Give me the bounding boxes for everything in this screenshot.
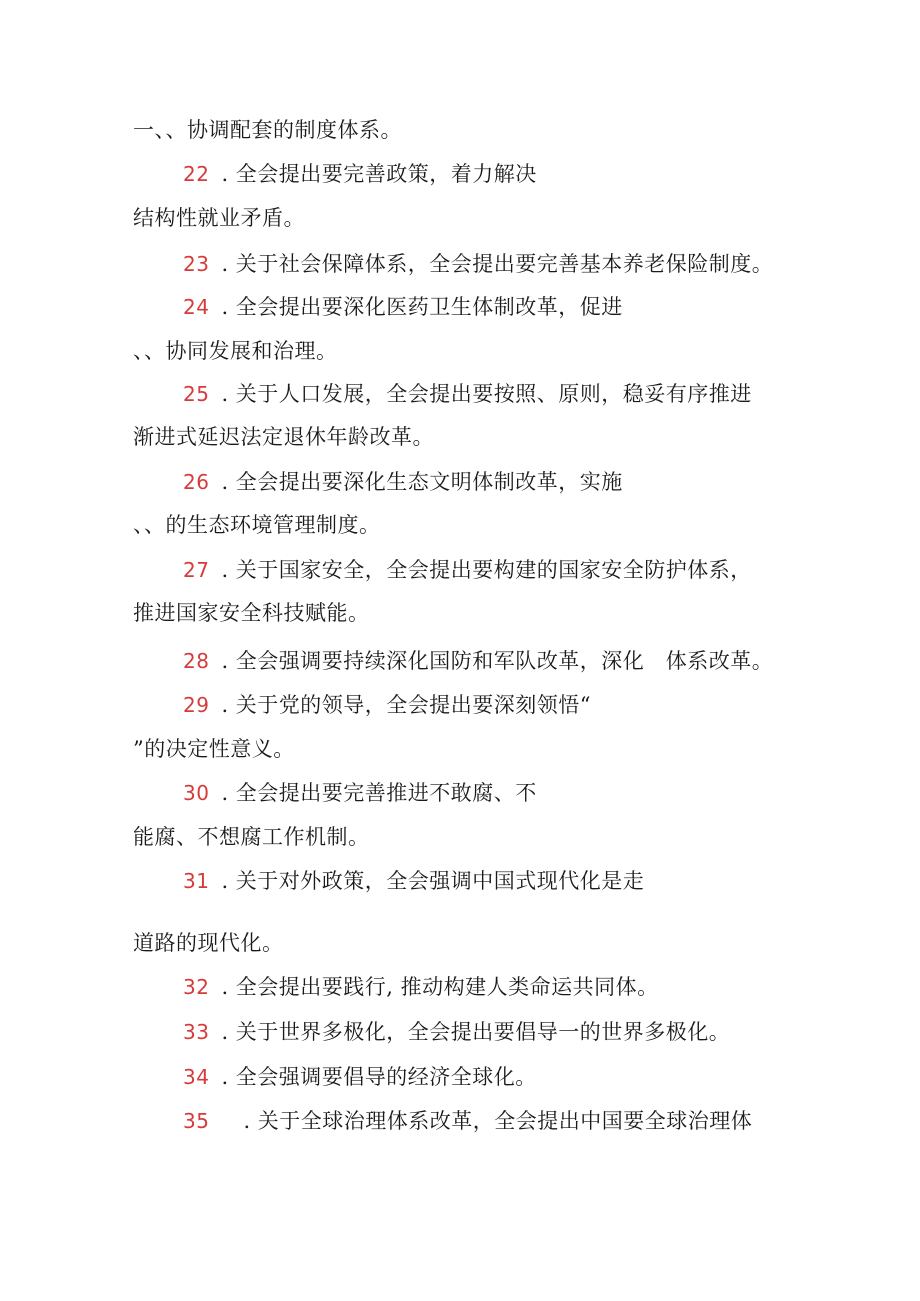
item-number: 34: [183, 1065, 210, 1089]
item-number: 22: [183, 162, 210, 186]
item-30-continuation: 能腐、不想腐工作机制。: [133, 825, 370, 849]
item-25: [183, 380, 752, 408]
item-number: 29: [183, 693, 210, 717]
item-text: . 关于国家安全，全会提出要构建的国家安全防护体系，: [221, 558, 752, 582]
item-26-continuation: 、、的生态环境管理制度。: [133, 513, 381, 537]
item-number: 33: [183, 1020, 210, 1044]
item-number: 25: [183, 382, 210, 406]
item-number: 23: [183, 252, 210, 276]
item-text: . 全会提出要践行, 推动构建人类命运共同体。: [221, 975, 659, 999]
item-31-continuation: 道路的现代化。: [133, 931, 284, 955]
item-number: 27: [183, 558, 210, 582]
item-text: . 关于世界多极化，全会提出要倡导一的世界多极化。: [221, 1020, 731, 1044]
item-text: . 全会提出要完善政策，着力解决: [221, 162, 537, 186]
item-23: [183, 250, 773, 278]
item-text: . 全会提出要完善推进不敢腐、不: [221, 781, 537, 805]
item-number: 26: [183, 470, 210, 494]
item-30: [183, 779, 537, 807]
item-text: . 全会提出要深化生态文明体制改革，实施: [221, 470, 623, 494]
item-text: . 全会提出要深化医药卫生体制改革，促进: [221, 295, 623, 319]
item-number: 31: [183, 869, 210, 893]
item-text: . 关于人口发展，全会提出要按照、原则，稳妥有序推进: [221, 382, 752, 406]
item-28: [183, 647, 773, 675]
item-24-continuation: 、、协同发展和治理。: [133, 339, 338, 363]
item-text: . 关于全球治理体系改革，全会提出中国要全球治理体: [243, 1109, 753, 1133]
item-22-continuation: 结构性就业矛盾。: [133, 206, 305, 230]
item-24: [183, 293, 623, 321]
item-27-continuation: 推进国家安全科技赋能。: [133, 601, 370, 625]
item-25-continuation: 渐进式延迟法定退休年龄改革。: [133, 425, 434, 449]
item-27: [183, 556, 752, 584]
item-29: [183, 691, 591, 719]
item-text: . 关于社会保障体系，全会提出要完善基本养老保险制度。: [221, 252, 774, 276]
item-number: 30: [183, 781, 210, 805]
item-text: . 关于对外政策，全会强调中国式现代化是走: [221, 869, 645, 893]
item-26: [183, 468, 623, 496]
item-34: [183, 1063, 537, 1091]
item-number: 35: [183, 1109, 210, 1133]
item-35: [183, 1107, 752, 1135]
item-22: [183, 160, 537, 188]
item-32: [183, 973, 659, 1001]
item-text: . 关于党的领导，全会提出要深刻领悟“: [221, 693, 592, 717]
item-number: 24: [183, 295, 210, 319]
item-text: . 全会强调要倡导的经济全球化。: [221, 1065, 537, 1089]
item-text: . 全会强调要持续深化国防和军队改革，深化 体系改革。: [221, 649, 774, 673]
item-number: 32: [183, 975, 210, 999]
section-heading: 一、、协调配套的制度体系。: [133, 118, 402, 142]
item-29-continuation: ”的决定性意义。: [133, 737, 295, 761]
item-number: 28: [183, 649, 210, 673]
item-31: [183, 867, 644, 895]
item-33: [183, 1018, 730, 1046]
